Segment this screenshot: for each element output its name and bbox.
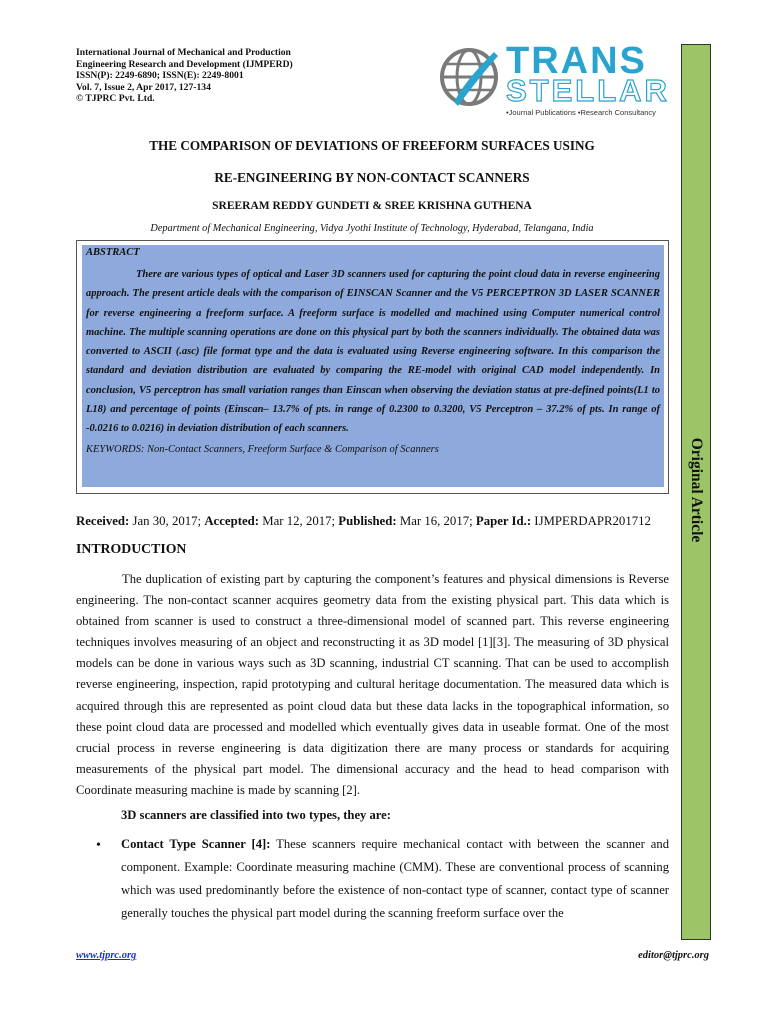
received-label: Received: (76, 514, 130, 528)
footer-website-link[interactable]: www.tjprc.org (76, 950, 137, 961)
journal-line: ISSN(P): 2249-6890; ISSN(E): 2249-8001 (76, 70, 244, 81)
logo-word-trans: TRANS (506, 40, 647, 82)
abstract-panel (82, 245, 664, 487)
globe-icon (436, 44, 502, 110)
abstract-text: There are various types of optical and Laser 3D scanners used for capturing the point cloud data in reverse engineering approach. The present article deals with the comparison of EINSCAN Scanner and the V5 PERCEPTRON 3D LASER SCANNER for reverse engineering a freeform surface. A freeform surface is modelled and machined using Computer numerical control machine. The multiple scanning operations are done on this physical part by both the scanners individually. The obtained data was converted to ASCII (.asc) file format type and the data is evaluated using Reverse engineering software. In this comparison the standard and deviation distribution are evaluated by comparing the RE-model with original CAD model independently. In conclusion, V5 perceptron has small variation ranges than Einscan when observing the deviation status at pre-defined points(L1 to L18) and percentage of points (Einscan– 13.7% of pts. in range of 0.2300 to 0.3200, V5 Perceptron – 37.2% of pts. In range of -0.0216 to 0.0216) in deviation distribution of each scanners. (86, 269, 660, 435)
paper-id: IJMPERDAPR201712 (531, 514, 651, 528)
published-date: Mar 16, 2017; (396, 514, 476, 528)
abstract-heading: ABSTRACT (86, 247, 140, 258)
bullet-item-contact-scanner (121, 833, 669, 925)
paper-id-label: Paper Id.: (475, 514, 532, 528)
journal-line: Engineering Research and Development (IJMPERD) (76, 58, 293, 70)
publisher-logo (436, 40, 670, 117)
publication-dates (76, 514, 676, 529)
keywords: KEYWORDS: Non-Contact Scanners, Freeform Surface & Comparison of Scanners (86, 443, 439, 455)
bullet-icon: • (96, 838, 101, 853)
received-date: Jan 30, 2017; (129, 514, 205, 528)
paper-title-line-1: THE COMPARISON OF DEVIATIONS OF FREEFORM SURFACES USING (149, 138, 595, 153)
accepted-label: Accepted: (204, 514, 260, 528)
journal-line: International Journal of Mechanical and Production (76, 47, 291, 58)
affiliation: Department of Mechanical Engineering, Vidya Jyothi Institute of Technology, Hyderabad, Telangana, India (150, 223, 594, 234)
accepted-date: Mar 12, 2017; (259, 514, 339, 528)
introduction-paragraph: The duplication of existing part by capturing the component’s features and physical dimensions is Reverse engineering. The non-contact scanner acquires geometry data from the existing physical part. This data which is obtained from scanner is used to construct a three-dimensional model of scanned part. This reverse engineering techniques involves measuring of an object and reconstructing it as 3D model [1][3]. The measuring of 3D physical models can be done in various ways such as 3D scanning, industrial CT scanning. That can be used to accomplish reverse engineering, inspection, rapid prototyping and cultural heritage documentation. The measured data which is acquired through this are represented as point cloud data but these data lacks in the topographical information, so these point cloud data are processed and modelled which eventually gives data in useable format. One of the most crucial process in reverse engineering is data digitization there are many process or standards for acquiring measurements of the physical part model. The dimensional accuracy and the head to head comparison with Coordinate measuring machine is made by scanning [2]. (76, 572, 669, 797)
bullet-item-text: These scanners require mechanical contact with between the scanner and component. Example: Coordinate measuring machine (CMM). These are conventional process of scanning which was used predominantly before the existence of non-contact type of scanner, contact type of scanner generally touches the physical part model during the scanning freeform surface over the (121, 837, 669, 920)
journal-line: © TJPRC Pvt. Ltd. (76, 93, 155, 104)
published-label: Published: (338, 514, 397, 528)
classification-statement: 3D scanners are classified into two types, they are: (121, 808, 391, 822)
paper-title-line-2: RE-ENGINEERING BY NON-CONTACT SCANNERS (214, 170, 530, 185)
journal-info (76, 47, 406, 105)
journal-line: Vol. 7, Issue 2, Apr 2017, 127-134 (76, 81, 211, 93)
article-type-label: Original Article (688, 437, 705, 543)
logo-tagline: •Journal Publications •Research Consultancy (506, 108, 656, 117)
logo-word-stellar: STELLAR (506, 73, 670, 108)
footer-email[interactable]: editor@tjprc.org (638, 950, 709, 961)
section-heading-introduction: INTRODUCTION (76, 541, 187, 556)
abstract-box (76, 240, 669, 494)
bullet-item-label: Contact Type Scanner [4]: (121, 837, 271, 851)
authors: SREERAM REDDY GUNDETI & SREE KRISHNA GUTHENA (212, 200, 532, 212)
